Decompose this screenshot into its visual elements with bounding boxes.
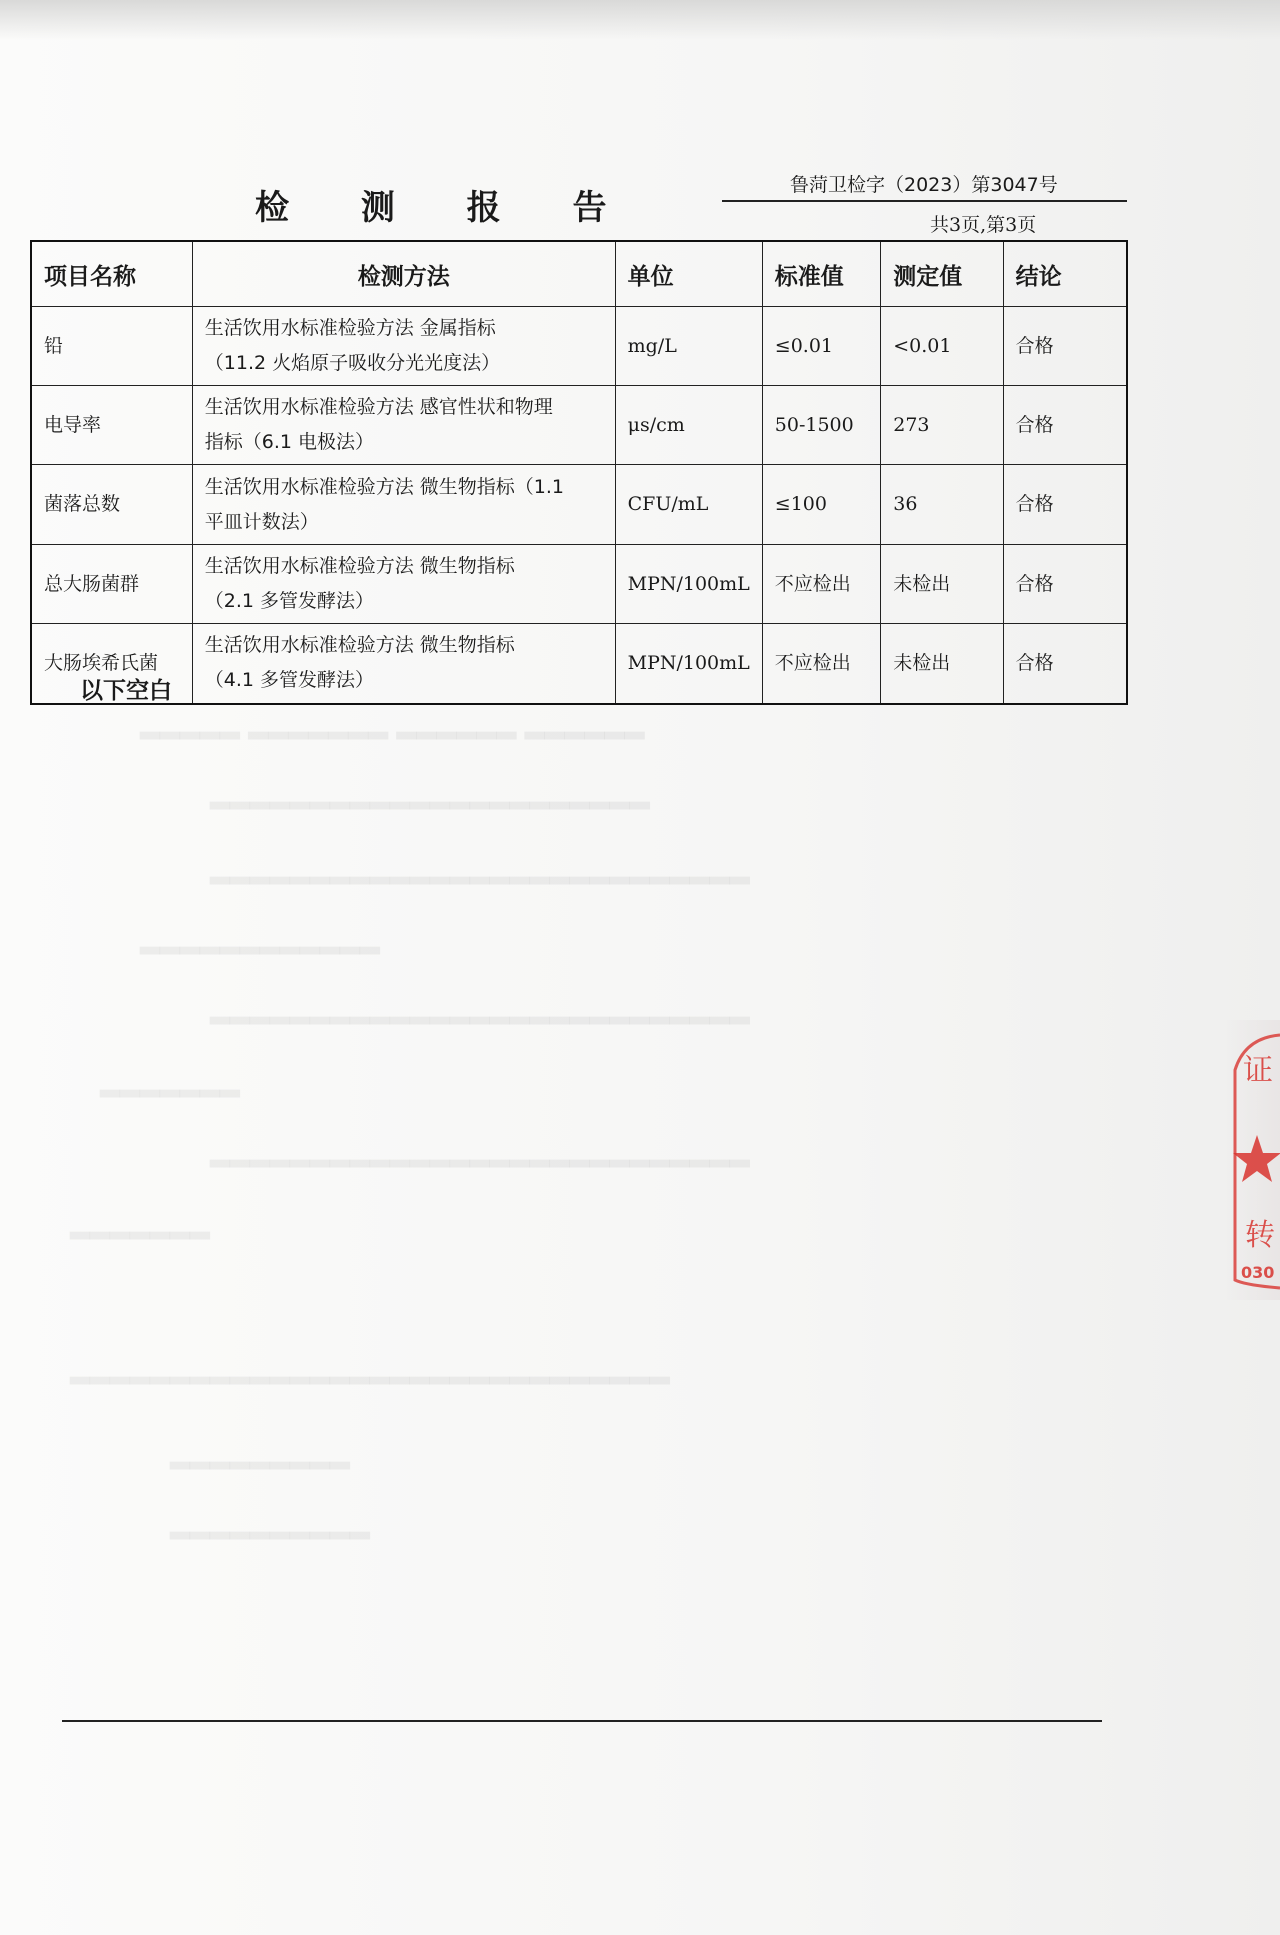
cell-method [192,307,615,386]
cell-item: 大肠埃希氏菌 [31,624,192,704]
bleed-through-line: ▂▂▂▂▂▂▂ [100,1068,240,1098]
table-row [31,386,1127,465]
cell-unit: MPN/100mL [615,624,762,704]
header-item: 项目名称 [31,241,192,307]
bleed-through-line: ▂▂▂▂▂▂▂▂▂▂ [170,1510,370,1540]
bleed-through-line: ▂▂▂▂▂▂▂▂▂▂▂▂▂▂▂▂▂▂▂▂▂▂▂▂▂▂▂ [210,855,750,885]
cell-conclusion: 合格 [1003,624,1127,704]
cell-unit: CFU/mL [615,465,762,545]
method-line1: 生活饮用水标准检验方法 感官性状和物理 [204,396,553,418]
table-row [31,465,1127,545]
bleed-through-line: ▂▂▂▂▂ ▂▂▂▂▂▂▂ ▂▂▂▂▂▂ ▂▂▂▂▂▂ [140,710,645,740]
bleed-through-line: ▂▂▂▂▂▂▂▂▂ [170,1440,350,1470]
bleed-through-line: ▂▂▂▂▂▂▂▂▂▂▂▂ [140,925,380,955]
cell-method [192,624,615,704]
method-line2: （11.2 火焰原子吸收分光光度法） [204,352,501,374]
cell-method [192,545,615,624]
seal-stamp-icon [1225,1030,1280,1290]
header-method: 检测方法 [192,241,615,307]
method-line1: 生活饮用水标准检验方法 微生物指标 [204,634,515,657]
table-row [31,545,1127,624]
cell-method [192,386,615,465]
method-line1: 生活饮用水标准检验方法 微生物指标（1.1 [204,475,565,498]
header-measured: 测定值 [881,241,1003,307]
cell-method [192,465,615,545]
header-conclusion: 结论 [1003,241,1127,307]
cell-standard: ≤100 [762,465,880,545]
bleed-through-line: ▂▂▂▂▂▂▂▂▂▂▂▂▂▂▂▂▂▂▂▂▂▂▂▂▂▂▂ [210,995,750,1025]
cell-standard: 不应检出 [762,545,880,624]
page-shadow [0,0,1280,40]
bleed-through-line: ▂▂▂▂▂▂▂▂▂▂▂▂▂▂▂▂▂▂▂▂▂▂▂▂▂▂▂ [210,1138,750,1168]
footer-rule [62,1720,1102,1722]
cell-unit: MPN/100mL [615,545,762,624]
report-number: 鲁菏卫检字（2023）第3047号 [790,174,1058,196]
method-line1: 生活饮用水标准检验方法 金属指标 [204,317,496,339]
cell-measured: <0.01 [881,307,1003,386]
cell-measured: 36 [881,465,1003,545]
cell-measured: 未检出 [881,545,1003,624]
header-standard: 标准值 [762,241,880,307]
cell-standard: 不应检出 [762,624,880,704]
svg-text:证: 证 [1243,1053,1273,1088]
cell-measured: 273 [881,386,1003,465]
cell-item: 菌落总数 [31,465,192,545]
results-table [30,240,1128,705]
report-number-underline [722,200,1127,202]
header-unit: 单位 [615,241,762,307]
cell-conclusion: 合格 [1003,307,1127,386]
cell-unit: mg/L [615,307,762,386]
table-header-row [31,241,1127,307]
method-line1: 生活饮用水标准检验方法 微生物指标 [204,555,515,577]
cell-standard: 50-1500 [762,386,880,465]
bleed-through-line: ▂▂▂▂▂▂▂ [70,1210,210,1240]
method-line2: 指标（6.1 电极法） [204,431,375,453]
cell-conclusion: 合格 [1003,465,1127,545]
table-row [31,307,1127,386]
cell-item: 总大肠菌群 [31,545,192,624]
cell-item: 铅 [31,307,192,386]
bleed-through-line: ▂▂▂▂▂▂▂▂▂▂▂▂▂▂▂▂▂▂▂▂▂▂▂▂▂▂▂▂▂▂ [70,1355,670,1385]
cell-unit: μs/cm [615,386,762,465]
bleed-through-line: ▂▂▂▂▂▂▂▂▂▂▂▂▂▂▂▂▂▂▂▂▂▂ [210,780,650,810]
svg-text:030: 030 [1241,1263,1275,1282]
page-info: 共3页,第3页 [930,214,1037,236]
report-title: 检 测 报 告 [255,188,637,228]
method-line2: （2.1 多管发酵法） [204,590,375,612]
method-line2: （4.1 多管发酵法） [204,669,375,692]
cell-standard: ≤0.01 [762,307,880,386]
method-line2: 平皿计数法） [204,510,319,533]
cell-conclusion: 合格 [1003,545,1127,624]
table-row [31,624,1127,704]
cell-measured: 未检出 [881,624,1003,704]
svg-text:转: 转 [1245,1218,1275,1253]
cell-item: 电导率 [31,386,192,465]
blank-below-note: 以下空白 [80,678,172,704]
cell-conclusion: 合格 [1003,386,1127,465]
official-seal-fragment [1225,1020,1280,1300]
